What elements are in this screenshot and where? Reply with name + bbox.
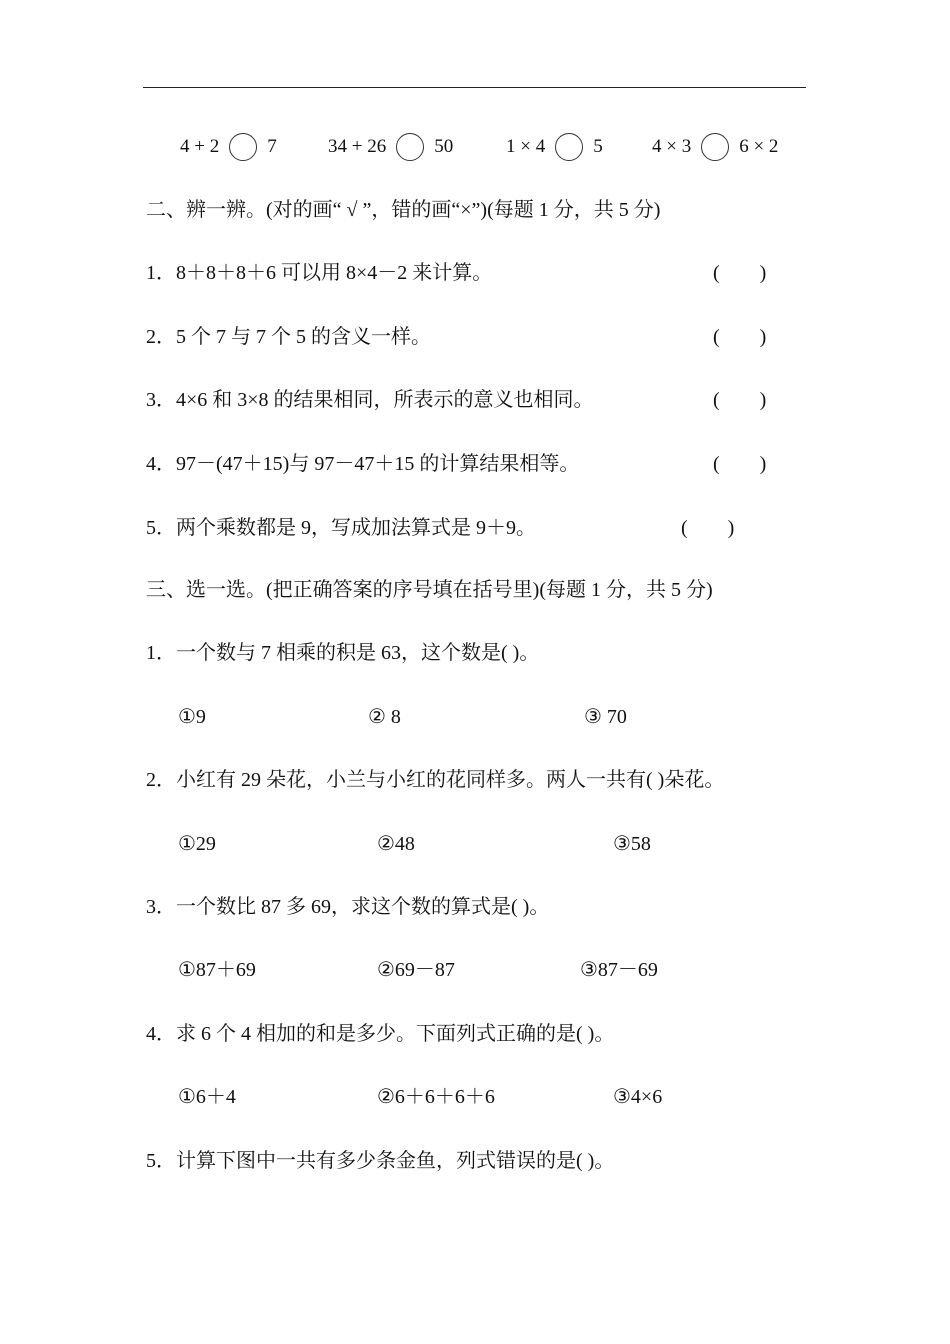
choice-option[interactable]: ②6＋6＋6＋6 [377, 1086, 495, 1108]
compare-item-4 [652, 132, 778, 162]
choice-option[interactable]: ①29 [178, 833, 216, 855]
choice-option[interactable]: ③87－69 [580, 959, 658, 981]
judge-answer-5[interactable]: ( ) [681, 517, 735, 539]
choice-option[interactable]: ② 8 [368, 706, 401, 728]
compare-right: 7 [267, 136, 277, 157]
choice-question-1: 1．一个数与 7 相乘的积是 63，这个数是( )。 [146, 642, 540, 664]
answer-circle[interactable] [701, 133, 729, 161]
compare-item-2 [328, 132, 453, 162]
answer-circle[interactable] [229, 133, 257, 161]
choice-question-4: 4．求 6 个 4 相加的和是多少。下面列式正确的是( )。 [146, 1023, 615, 1045]
compare-left: 34 + 26 [328, 136, 387, 157]
section-2-title: 二、辨一辨。(对的画“ √ ”，错的画“×”)(每题 1 分，共 5 分) [146, 199, 661, 221]
compare-right: 6 × 2 [739, 136, 779, 157]
judge-answer-2[interactable]: ( ) [713, 326, 767, 348]
compare-right: 5 [593, 136, 603, 157]
judge-item-5: 5．两个乘数都是 9，写成加法算式是 9＋9。 [146, 517, 536, 539]
section-3-title: 三、选一选。(把正确答案的序号填在括号里)(每题 1 分，共 5 分) [146, 579, 713, 601]
choice-option[interactable]: ①6＋4 [178, 1086, 236, 1108]
choice-option[interactable]: ①9 [178, 706, 206, 728]
header-rule [143, 87, 806, 88]
compare-left: 4 × 3 [652, 136, 692, 157]
choice-option[interactable]: ②48 [377, 833, 415, 855]
judge-item-2: 2．5 个 7 与 7 个 5 的含义一样。 [146, 326, 431, 348]
compare-left: 1 × 4 [506, 136, 546, 157]
choice-question-3: 3．一个数比 87 多 69，求这个数的算式是( )。 [146, 896, 550, 918]
choice-option[interactable]: ③4×6 [613, 1086, 663, 1108]
choice-option[interactable]: ②69－87 [377, 959, 455, 981]
compare-item-1 [180, 132, 277, 162]
judge-answer-1[interactable]: ( ) [713, 262, 767, 284]
choice-option[interactable]: ③ 70 [584, 706, 627, 728]
choice-question-5: 5．计算下图中一共有多少条金鱼，列式错误的是( )。 [146, 1150, 615, 1172]
judge-item-4: 4．97－(47＋15)与 97－47＋15 的计算结果相等。 [146, 453, 580, 475]
judge-answer-3[interactable]: ( ) [713, 389, 767, 411]
choice-option[interactable]: ③58 [613, 833, 651, 855]
judge-answer-4[interactable]: ( ) [713, 453, 767, 475]
compare-item-3 [506, 132, 603, 162]
answer-circle[interactable] [555, 133, 583, 161]
choice-option[interactable]: ①87＋69 [178, 959, 256, 981]
answer-circle[interactable] [396, 133, 424, 161]
compare-right: 50 [434, 136, 454, 157]
judge-item-1: 1．8＋8＋8＋6 可以用 8×4－2 来计算。 [146, 262, 493, 284]
choice-question-2: 2．小红有 29 朵花，小兰与小红的花同样多。两人一共有( )朵花。 [146, 769, 725, 791]
judge-item-3: 3．4×6 和 3×8 的结果相同，所表示的意义也相同。 [146, 389, 594, 411]
compare-left: 4 + 2 [180, 136, 220, 157]
